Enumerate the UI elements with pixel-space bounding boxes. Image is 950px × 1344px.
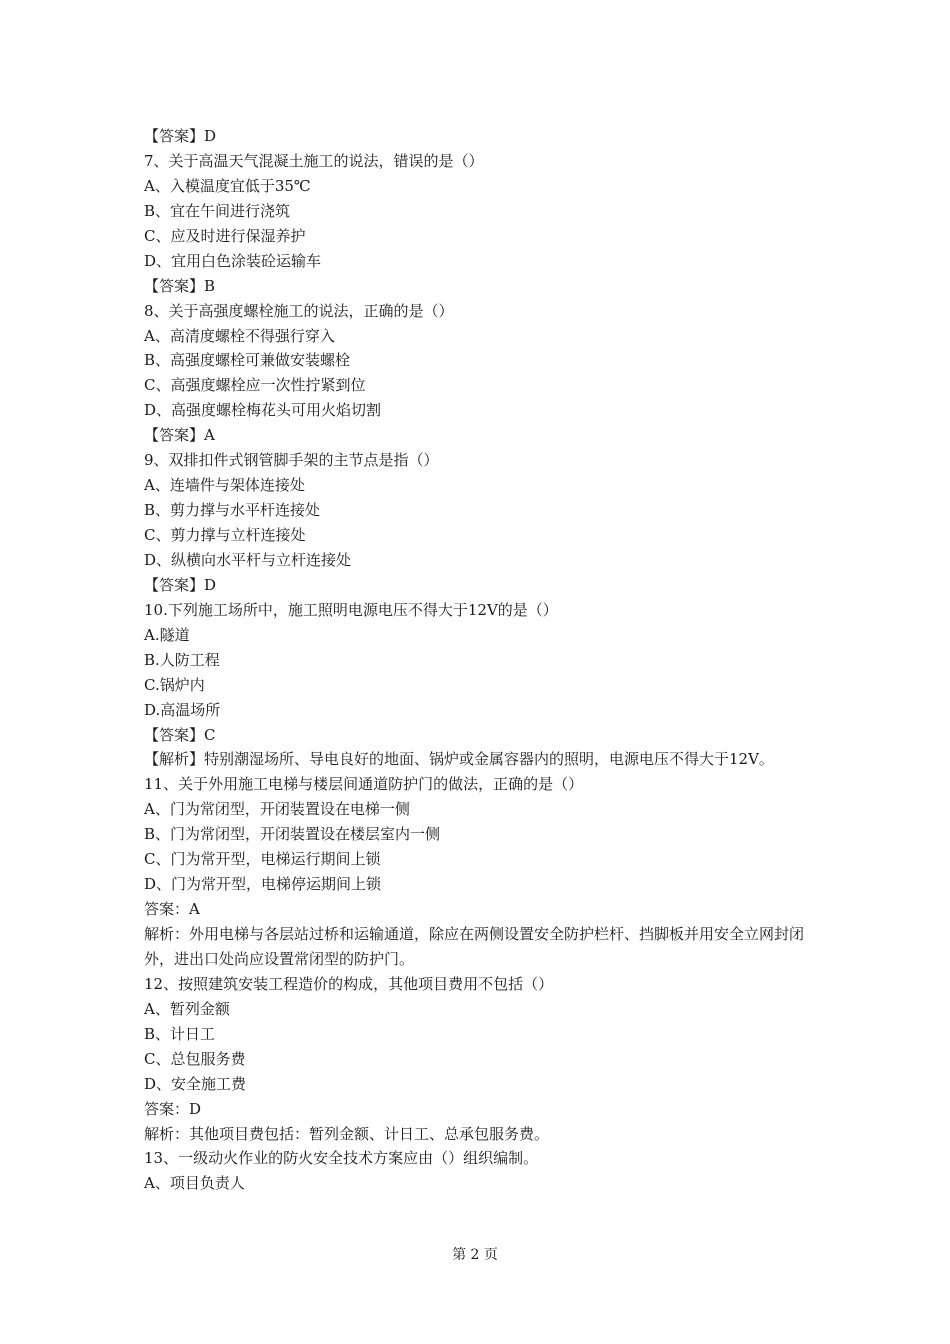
option-d: D、安全施工费: [144, 1074, 247, 1093]
question-8: 8、关于高强度螺栓施工的说法，正确的是（）: [144, 301, 454, 320]
option-d: D、高强度螺栓梅花头可用火焰切割: [144, 401, 382, 420]
answer-line: 【答案】B: [144, 276, 216, 295]
option-d: D、门为常开型，电梯停运期间上锁: [144, 875, 382, 894]
option-b: B、门为常闭型，开闭装置设在楼层室内一侧: [144, 825, 441, 844]
option-a: A、高清度螺栓不得强行穿入: [144, 326, 335, 345]
explanation-paragraph: 【解析】特别潮湿场所、导电良好的地面、锅炉或金属容器内的照明，电源电压不得大于12V。: [144, 750, 774, 769]
option-c: C、剪力撑与立杆连接处: [144, 526, 306, 544]
answer-line: 【答案】D: [144, 127, 217, 145]
option-b: B、宜在午间进行浇筑: [144, 201, 291, 220]
option-c: C、门为常开型，电梯运行期间上锁: [144, 850, 381, 869]
option-c: C、总包服务费: [144, 1049, 246, 1068]
question-12: 12、按照建筑安装工程造价的构成，其他项目费用不包括（）: [144, 974, 554, 993]
option-c: C、高强度螺栓应一次性拧紧到位: [144, 376, 366, 395]
option-b: B、计日工: [144, 1024, 216, 1043]
option-d: D、宜用白色涂装砼运输车: [144, 251, 322, 270]
option-a: A.隧道: [144, 625, 190, 644]
option-c: C、应及时进行保湿养护: [144, 226, 306, 245]
option-a: A、门为常闭型，开闭装置设在电梯一侧: [144, 800, 410, 819]
question-7: 7、关于高温天气混凝土施工的说法，错误的是（）: [144, 151, 484, 170]
page-number: 第 2 页: [452, 1247, 498, 1263]
answer-line: 答案：D: [144, 1099, 202, 1118]
option-d: D、纵横向水平杆与立杆连接处: [144, 550, 352, 569]
option-a: A、连墙件与架体连接处: [144, 476, 305, 495]
document-body: [144, 124, 804, 1196]
option-a: A、暂列金额: [144, 999, 230, 1018]
option-a: A、项目负责人: [144, 1174, 245, 1193]
option-b: B.人防工程: [144, 650, 220, 669]
answer-line: 【答案】A: [144, 426, 215, 445]
option-d: D.高温场所: [144, 700, 221, 719]
option-b: B、高强度螺栓可兼做安装螺栓: [144, 351, 351, 370]
answer-line: 答案：A: [144, 900, 200, 919]
answer-line: 【答案】C: [144, 725, 216, 744]
option-a: A、入模温度宜低于35℃: [144, 176, 311, 195]
explanation-line: 解析：其他项目费包括：暂列金额、计日工、总承包服务费。: [144, 1124, 550, 1143]
option-b: B、剪力撑与水平杆连接处: [144, 501, 321, 520]
question-9: 9、双排扣件式钢管脚手架的主节点是指（）: [144, 451, 439, 470]
question-10: 10.下列施工场所中，施工照明电源电压不得大于12V的是（）: [144, 600, 558, 619]
explanation-paragraph: 解析：外用电梯与各层站过桥和运输通道，除应在两侧设置安全防护栏杆、挡脚板并用安全立网封闭外，进出口处尚应设置常闭型的防护门。: [144, 925, 805, 968]
answer-line: 【答案】D: [144, 575, 217, 594]
question-13: 13、一级动火作业的防火安全技术方案应由（）组织编制。: [144, 1149, 539, 1168]
question-11: 11、关于外用施工电梯与楼层间通道防护门的做法，正确的是（）: [144, 775, 584, 794]
option-c: C.锅炉内: [144, 675, 205, 694]
